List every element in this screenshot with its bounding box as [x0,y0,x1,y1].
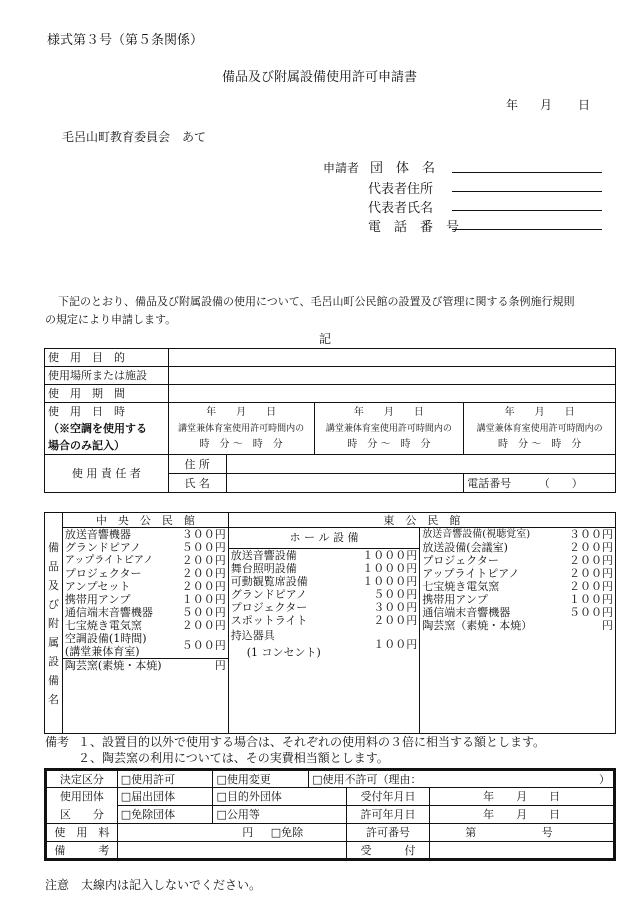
decision-deny[interactable]: □使用不許可（理由： ） [309,770,615,788]
slot1-time: 時 分 ～ 時 分 [199,438,283,450]
applicant-phone-field[interactable] [452,229,602,230]
period-field[interactable] [168,385,615,403]
applicant-name-label: 代表者氏名 [368,201,434,216]
slot3-time: 時 分 ～ 時 分 [498,438,582,450]
purpose-label: 使 用 目 的 [45,349,169,367]
footer-note: 注意 太線内は記入しないでください。 [45,878,262,892]
date-month: 月 [540,98,553,112]
date-year: 年 [506,98,519,112]
central-list: 放送音響機器 ３００円 グランドピアノ ５００円 アップライトピアノ ２００円 プロジェクター ２００円 アンプセット ２００円 携帯用アンプ １００円 通信端末音響機器 ５００円 七宝焼き電気窯 ２００円 空調設備(1時間) (講堂兼体育室) ５００円 陶芸窯(素焼・本焼) 円 [62,528,228,734]
east-item: 携帯用アンプ [422,593,488,606]
decision-label: 決定区分 [46,770,118,788]
slot1-note: 講堂兼体育室使用許可時間内の [178,423,305,434]
slot2-note: 講堂兼体育室使用許可時間内の [325,423,452,434]
responsible-address-field[interactable] [226,455,615,474]
datetime-slot-2[interactable] [314,403,464,455]
receipt-label: 受 付 [346,842,429,860]
datetime-label [45,403,169,455]
addressee: 毛呂山町教育委員会 あて [62,130,207,144]
hall-list: ホ ー ル 設 備 放送音響設備 １０００円 舞台照明設備 １０００円 可動観覧席設備 １０００円 グランドピアノ ５００円 プロジェクター ３００円 スポットライト ２００円 持込器具 (1 コンセント) １００円 [228,528,420,734]
responsible-phone[interactable]: 電話番号 （ ） [464,474,616,493]
group-exempt[interactable]: □免除団体 [117,806,213,824]
office-use-table [44,768,616,861]
fee-label: 使 用 料 [46,824,118,842]
note-1: １、設置目的以外で使用する場合は、それぞれの使用料の３倍に相当する額とします。 [78,735,546,749]
permit-no-label: 許可番号 [346,824,429,842]
permit-no-field[interactable]: 第 号 [430,824,615,842]
slot2-time: 時 分 ～ 時 分 [347,438,431,450]
central-item: 通信端末音響機器 [64,606,153,619]
central-ac-item: 空調設備(1時間) (講堂兼体育室) [64,632,147,658]
slot3-note: 講堂兼体育室使用許可時間内の [476,423,603,434]
east-item: 放送音響設備(視聴覚室) [422,529,531,540]
remarks-field[interactable] [117,842,346,860]
equipment-side-label: 備 品 及 び 附 属 設 備 名 [45,513,63,734]
remarks-label: 備 考 [46,842,118,860]
received-date[interactable]: 年 月 日 [430,788,615,806]
responsible-name-field[interactable] [226,474,464,493]
fee-exempt-checkbox[interactable]: □免除 [270,826,304,839]
decision-change[interactable]: □使用変更 [213,770,309,788]
east-list: 放送音響設備(視聴覚室) ３００円 放送設備(会議室) ２００円 プロジェクター ２００円 アップライトピアノ ２００円 七宝焼き電気窯 ２００円 携帯用アンプ １００円 通信端末音響機器 ５００円 陶芸窯（素焼・本焼） 円 [420,528,616,734]
group-public[interactable]: □公用等 [213,806,346,824]
central-kiln-item: 陶芸窯(素焼・本焼) [63,659,175,673]
receipt-field[interactable] [430,842,615,860]
permitted-label: 許可年月日 [346,806,429,824]
applicant-name-field[interactable] [452,210,602,211]
body-paragraph-line2: の規定により申請します。 [45,313,177,326]
applicant-prefix: 申請者 [323,161,360,175]
period-label: 使 用 期 間 [45,385,169,403]
slot3-date: 年 月 日 [504,406,575,418]
datetime-label-line1: 使 用 日 時 [48,405,125,418]
responsible-label: 使 用 責 任 者 [45,455,169,493]
responsible-address-label: 住 所 [168,455,226,474]
slot1-date: 年 月 日 [206,406,277,418]
datetime-label-line2: （※空調を使用する [48,422,147,435]
central-item: アップライトピアノ [64,555,154,566]
central-hall-header: 中 央 公 民 館 [62,513,228,528]
permitted-date[interactable]: 年 月 日 [430,806,615,824]
note-2: ２、陶芸窯の利用については、その実費相当額とします。 [78,751,389,765]
hall-item: プロジェクター [230,601,308,614]
applicant-group-label: 団 体 名 [370,161,436,176]
group-registered[interactable]: □届出団体 [117,788,213,806]
central-item: 携帯用アンプ [64,593,131,606]
applicant-address-field[interactable] [452,191,602,192]
datetime-slot-1[interactable] [168,403,314,455]
place-field[interactable] [168,367,615,385]
hall-plug-item: 持込器具 (1 コンセント) [230,629,321,659]
decision-permit[interactable]: □使用許可 [117,770,213,788]
datetime-slot-3[interactable] [464,403,616,455]
central-item: アンプセット [64,580,131,593]
place-label: 使用場所または施設 [45,367,169,385]
east-item: 陶芸窯（素焼・本焼） [422,619,533,632]
notes-label: 備考 [45,735,70,749]
application-table [44,348,616,493]
fee-field[interactable]: 円 □免除 [117,824,346,842]
slot2-date: 年 月 日 [353,406,424,418]
applicant-group-field[interactable] [452,172,602,173]
hall-header: ホ ー ル 設 備 [229,528,420,549]
datetime-label-line3: 場合のみ記入） [48,439,125,452]
central-item: 七宝焼き電気窯 [64,619,142,632]
hall-item: 可動観覧席設備 [230,575,308,588]
east-item: 通信端末音響機器 [422,606,511,619]
responsible-name-label: 氏 名 [168,474,226,493]
east-item: 放送設備(会議室) [422,541,508,554]
purpose-field[interactable] [168,349,615,367]
group-label-1: 使用団体 [46,788,118,806]
hall-item: グランドピアノ [230,588,307,601]
page-title: 備品及び附属設備使用許可申請書 [222,70,418,85]
received-label: 受付年月日 [346,788,429,806]
east-item: 七宝焼き電気窯 [422,580,500,593]
east-item: プロジェクター [422,554,499,567]
equipment-table [44,512,616,734]
hall-item: 放送音響設備 [230,549,297,562]
ki-label: 記 [319,332,332,346]
central-item: プロジェクター [64,567,142,580]
hall-item: 舞台照明設備 [230,562,297,575]
central-item: グランドピアノ [64,541,142,554]
body-paragraph-line1: 下記のとおり、備品及び附属設備の使用について、毛呂山町公民館の設置及び管理に関する条例施行規則 [58,295,575,308]
form-number: 様式第３号（第５条関係） [47,33,204,48]
date-day: 日 [578,98,591,112]
group-outside[interactable]: □目的外団体 [213,788,346,806]
east-hall-header: 東 公 民 館 [228,513,615,528]
central-item: 放送音響機器 [64,528,131,541]
east-item: アップライトピアノ [422,567,520,580]
hall-item: スポットライト [230,614,308,627]
applicant-address-label: 代表者住所 [368,182,434,197]
applicant-phone-label: 電 話 番 号 [368,220,460,235]
group-label-2: 区 分 [46,806,118,824]
